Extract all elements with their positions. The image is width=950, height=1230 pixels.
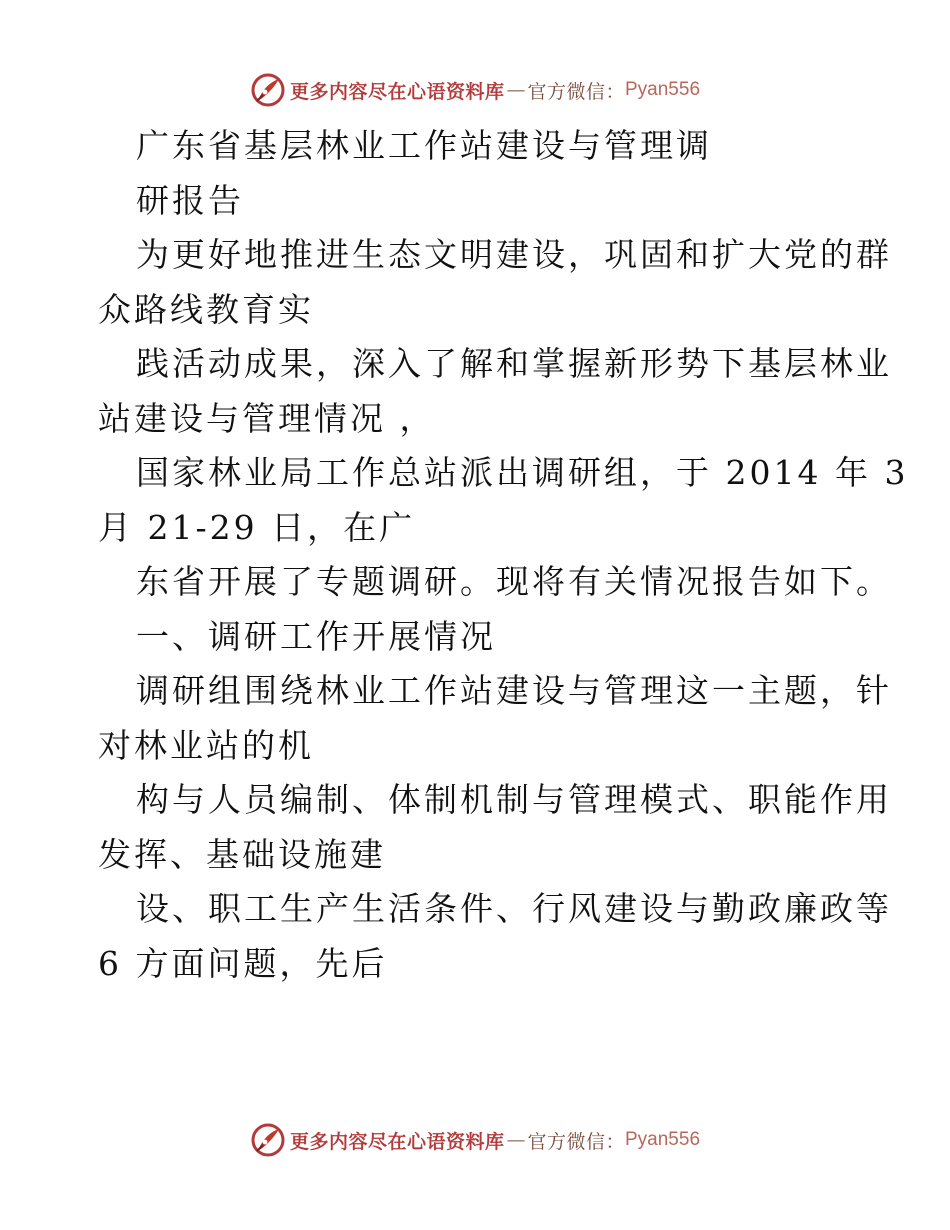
paragraph-line: 6 方面问题，先后 (98, 943, 388, 983)
watermark-contact-label: 官方微信： (527, 1130, 625, 1153)
paragraph-line: 调研组围绕林业工作站建设与管理这一主题，针 (136, 671, 892, 710)
paragraph-line: 设、职工生产生活条件、行风建设与勤政廉政等 (136, 889, 892, 928)
watermark-contact-label: 官方微信： (527, 80, 625, 103)
paragraph-line: 发挥、基础设施建 (98, 834, 386, 874)
document-body (98, 119, 909, 991)
title-line-2: 研报告 (136, 180, 244, 220)
watermark-separator: — (506, 1129, 526, 1151)
watermark-banner-top (0, 70, 950, 110)
paragraph-line: 为更好地推进生态文明建设，巩固和扩大党的群 (136, 235, 892, 274)
watermark-text: 更多内容尽在心语资料库 (289, 80, 505, 103)
paragraph-line: 众路线教育实 (98, 289, 314, 329)
watermark-separator: — (506, 79, 526, 101)
watermark-text: 更多内容尽在心语资料库 (289, 1130, 505, 1153)
paragraph-line: 构与人员编制、体制机制与管理模式、职能作用 (136, 780, 892, 819)
paragraph-line: 站建设与管理情况 ， (98, 398, 436, 438)
section-heading: 一、调研工作开展情况 (136, 616, 496, 656)
paragraph-line: 践活动成果，深入了解和掌握新形势下基层林业 (136, 344, 892, 383)
paragraph-line: 国家林业局工作总站派出调研组，于 2014 年 3 (136, 453, 909, 492)
watermark-banner-bottom (0, 1120, 950, 1160)
watermark-contact-id: Pyan556 (625, 79, 701, 100)
watermark-contact-id: Pyan556 (625, 1129, 701, 1150)
feather-pen-logo-icon (250, 1122, 286, 1158)
title-line-1: 广东省基层林业工作站建设与管理调 (136, 126, 712, 165)
paragraph-line: 东省开展了专题调研。现将有关情况报告如下。 (136, 562, 892, 601)
paragraph-line: 对林业站的机 (98, 725, 314, 765)
feather-pen-logo-icon (250, 72, 286, 108)
paragraph-line: 月 21-29 日，在广 (98, 507, 416, 547)
